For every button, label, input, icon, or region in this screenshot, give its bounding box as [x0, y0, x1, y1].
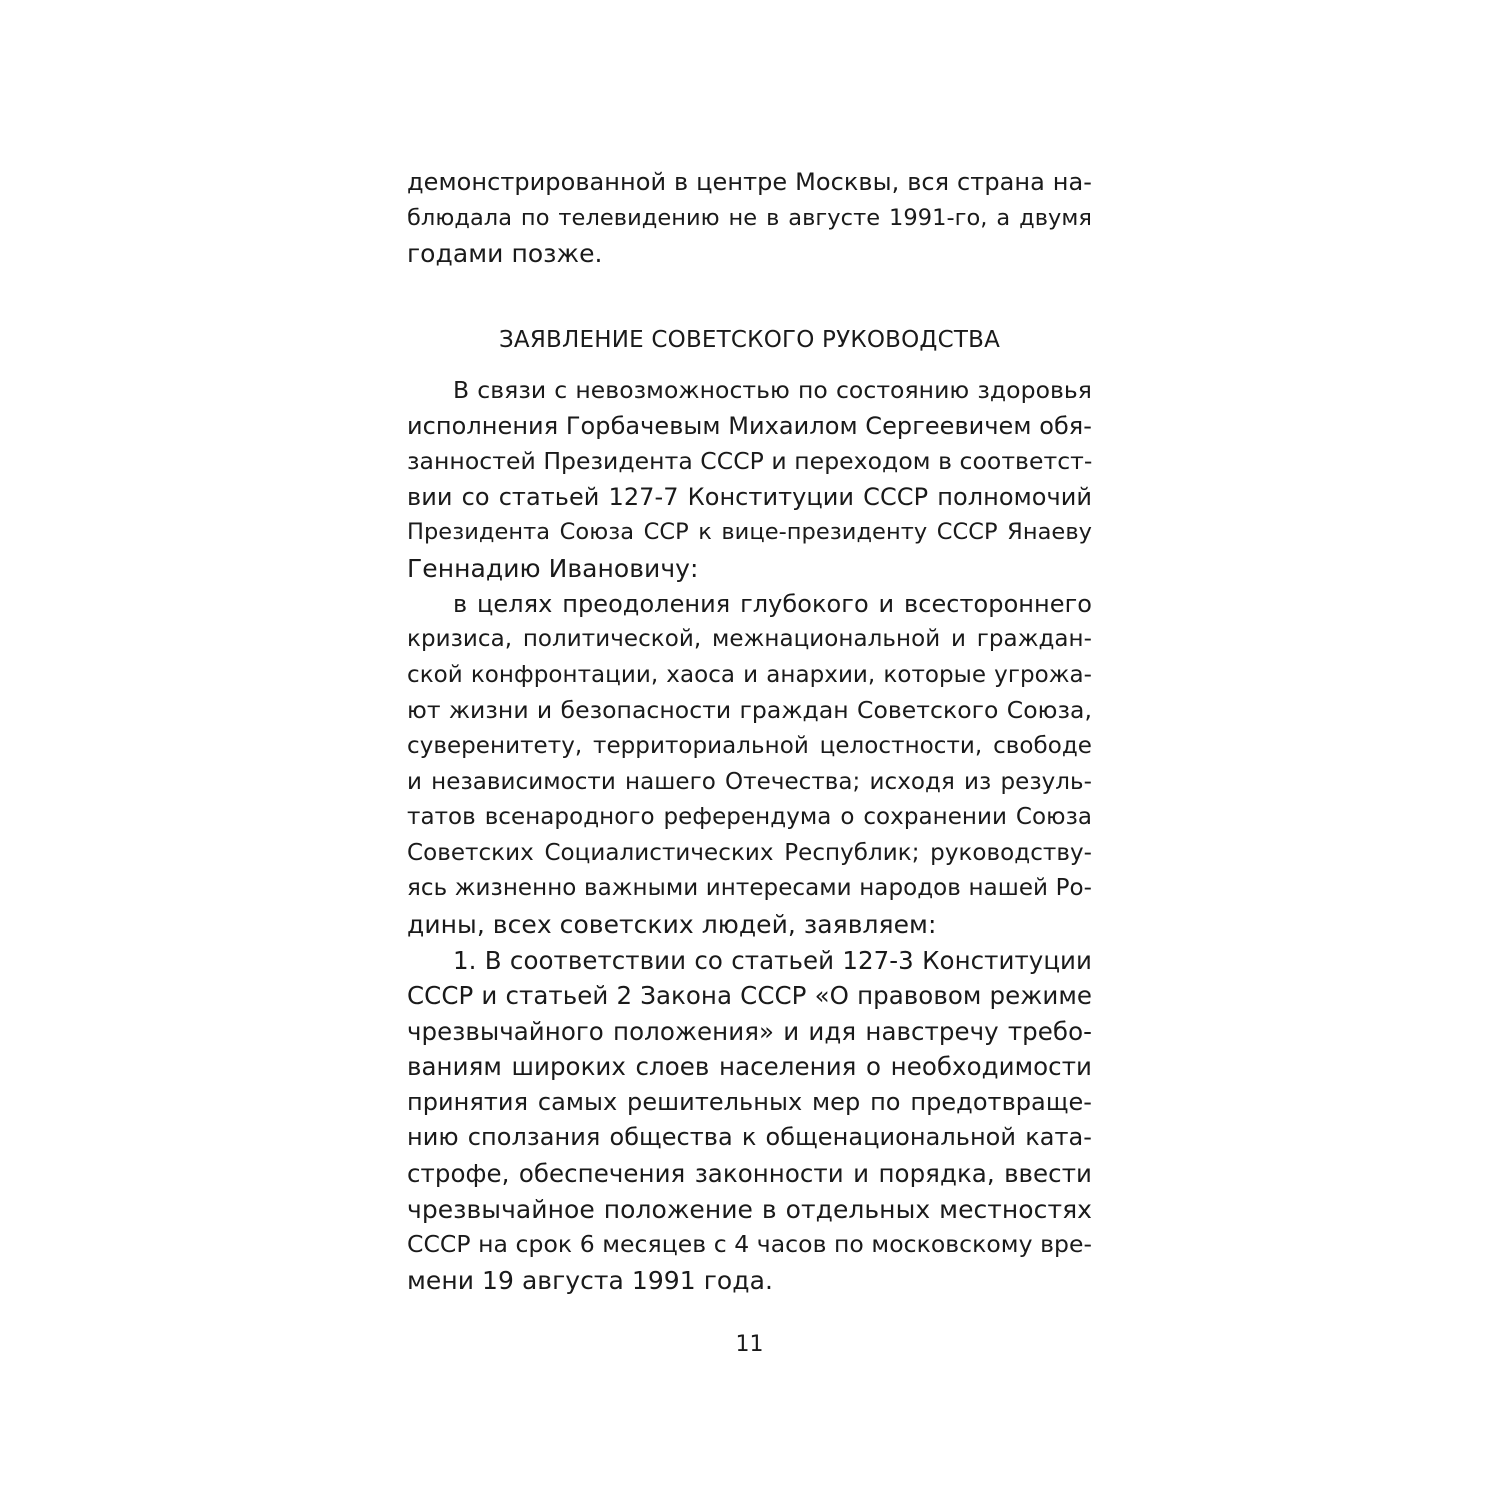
text-line: суверенитету, территориальной целостности, свободе: [407, 732, 1092, 759]
text-line: чрезвычайное положение в отдельных местностях: [407, 1194, 1092, 1224]
text-line: СССР и статьей 2 Закона СССР «О правовом режиме: [407, 981, 1092, 1011]
text-line: принятия самых решительных мер по предотвраще-: [407, 1087, 1092, 1116]
text-line: ясь жизненно важными интересами народов нашей Ро-: [407, 875, 1092, 902]
text-line: мени 19 августа 1991 года.: [407, 1265, 773, 1295]
text-line: дины, всех советских людей, заявляем:: [407, 909, 937, 939]
text-line: кризиса, политической, межнациональной и граждан-: [407, 626, 1092, 653]
text-line: занностей Президента СССР и переходом в соответст-: [407, 447, 1093, 476]
page-number: 11: [735, 1332, 764, 1357]
text-line: годами позже.: [407, 239, 603, 269]
text-line: ют жизни и безопасности граждан Советского Союза,: [407, 696, 1092, 725]
text-line: СССР на срок 6 месяцев с 4 часов по московскому вре-: [407, 1230, 1092, 1259]
text-line: исполнения Горбачевым Михаилом Сергеевичем обя-: [407, 411, 1092, 440]
intro-paragraph: [407, 165, 1092, 272]
text-line: вии со статьей 127-7 Конституции СССР полномочий: [407, 482, 1092, 511]
text-line: блюдала по телевидению не в августе 1991-го, а двумя: [407, 204, 1092, 231]
text-line: и независимости нашего Отечества; исходя из резуль-: [407, 768, 1092, 795]
section-heading: ЗАЯВЛЕНИЕ СОВЕТСКОГО РУКОВОДСТВА: [498, 327, 1001, 353]
text-line: Советских Социалистических Республик; руководству-: [407, 839, 1092, 866]
text-line: В связи с невозможностью по состоянию здоровья: [453, 376, 1092, 404]
text-line: ской конфронтации, хаоса и анархии, которые угрожа-: [407, 661, 1092, 688]
text-line: в целях преодоления глубокого и всестороннего: [453, 589, 1092, 618]
text-line: чрезвычайного положения» и идя навстречу требо-: [407, 1016, 1092, 1046]
text-line: ваниям широких слоев населения о необходимости: [407, 1052, 1092, 1082]
text-line: татов всенародного референдума о сохранении Союза: [407, 804, 1092, 831]
text-line: строфе, обеспечения законности и порядка, ввести: [407, 1159, 1092, 1189]
text-line: 1. В соответствии со статьей 127-3 Конституции: [453, 945, 1092, 975]
text-line: демонстрированной в центре Москвы, вся страна на-: [407, 168, 1092, 196]
text-line: нию сползания общества к общенациональной ката-: [407, 1123, 1092, 1152]
statement-body: [407, 373, 1092, 1298]
text-line: Президента Союза ССР к вице-президенту СССР Янаеву: [407, 519, 1092, 546]
text-line: Геннадию Ивановичу:: [407, 553, 699, 583]
